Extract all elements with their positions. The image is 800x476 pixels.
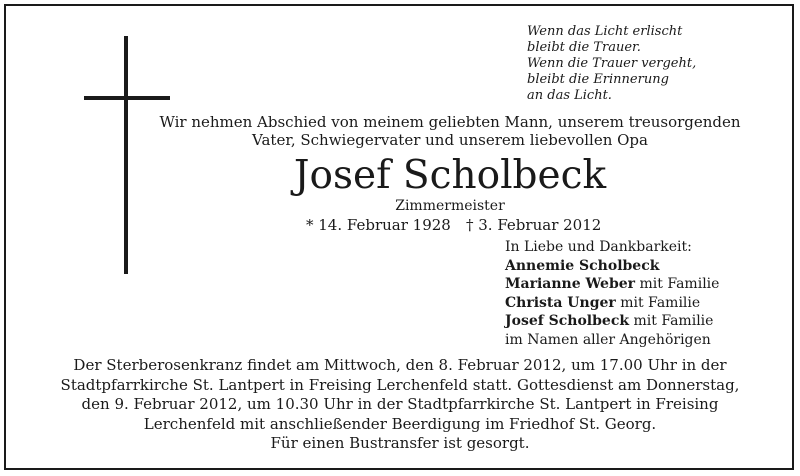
notice-line: Der Sterberosenkranz findet am Mittwoch, den 8. Februar 2012, um 17.00 Uhr in der [73,356,727,374]
mourner-name: Josef Scholbeck [505,313,630,330]
funeral-notice [50,356,750,454]
notice-line: den 9. Februar 2012, um 10.30 Uhr in der Stadtpfarrkirche St. Lantpert in Freising [81,395,719,413]
mourner-suffix: mit Familie [629,313,714,330]
mourner-suffix: mit Familie [615,294,701,311]
cross-vertical-bar [124,36,128,274]
mourner-suffix: mit Familie [635,276,720,293]
mourner-name: Christa Unger [505,294,616,311]
death-date: † 3. Februar 2012 [466,216,602,234]
mourner-entry [505,294,719,313]
intro-line-2: Vater, Schwiegervater und unserem liebevollen Opa [252,131,648,149]
deceased-name: Josef Scholbeck [293,153,607,198]
mourner-entry [505,275,719,294]
mourner-name: Marianne Weber [505,276,636,293]
notice-line: Lerchenfeld mit anschließender Beerdigung im Friedhof St. Georg. [143,414,657,433]
deceased-occupation: Zimmermeister [395,198,505,214]
notice-line: Stadtpfarrkirche St. Lantpert in Freising Lerchenfeld statt. Gottesdienst am Donnerstag, [60,375,740,394]
mourners-closing: im Namen aller Angehörigen [505,331,711,348]
mourners-list [505,238,719,350]
mourner-name: Annemie Scholbeck [505,257,660,274]
cross-horizontal-bar [84,96,170,100]
memorial-poem: Wenn das Licht erlischt bleibt die Trauer. Wenn die Trauer vergeht, bleibt die Erinnerung an das Licht. [527,24,697,103]
mourner-entry [505,257,719,276]
mourners-heading: In Liebe und Dankbarkeit: [505,239,692,255]
birth-date: * 14. Februar 1928 [306,216,451,234]
mourner-entry [505,312,719,331]
notice-line: Für einen Bustransfer ist gesorgt. [270,434,530,452]
intro-line-1: Wir nehmen Abschied von meinem geliebten Mann, unserem treusorgenden [159,113,741,131]
